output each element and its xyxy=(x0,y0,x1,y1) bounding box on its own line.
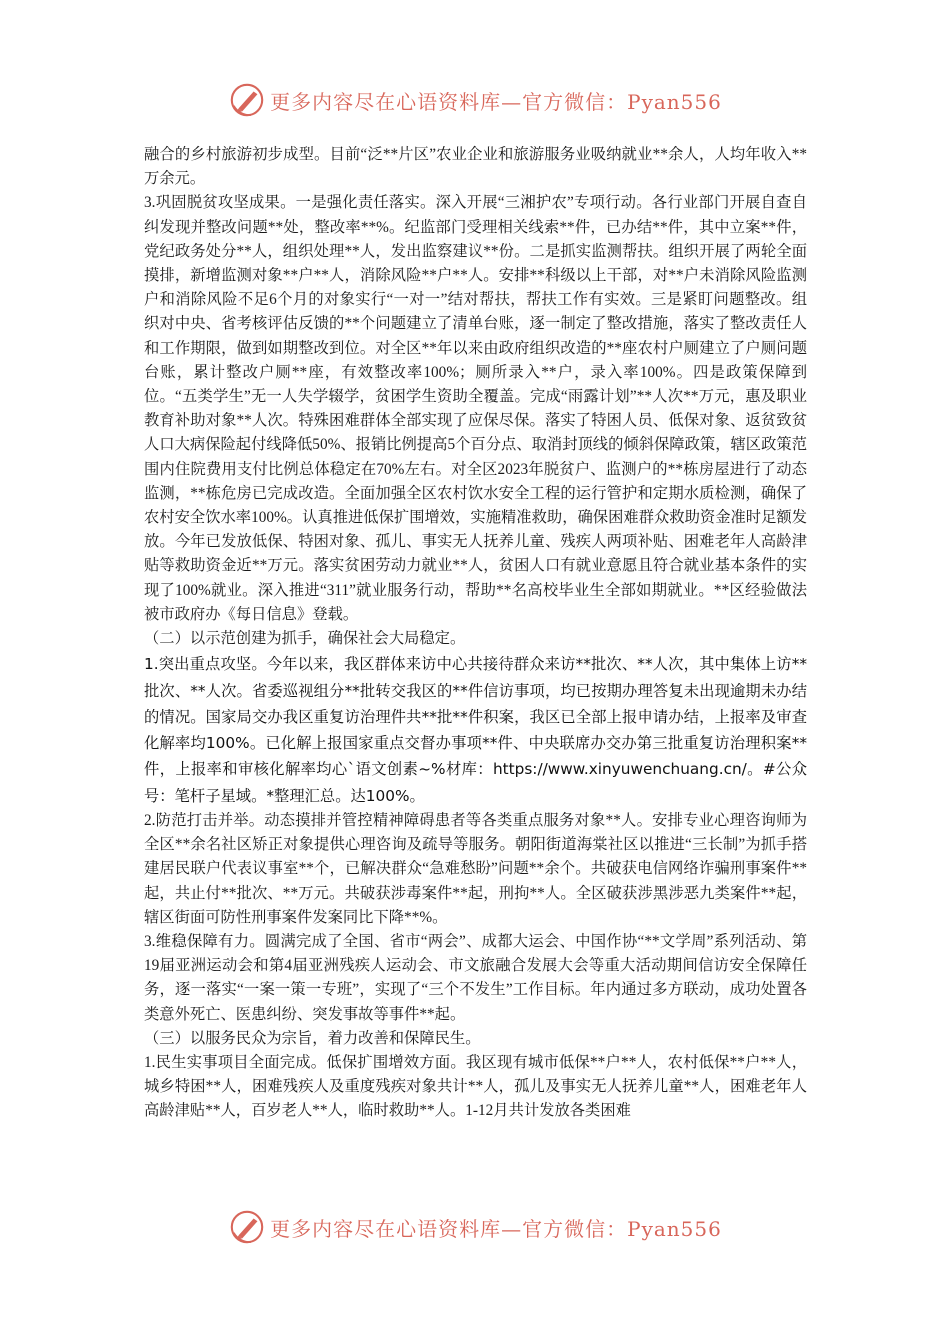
watermark-text: 更多内容尽在心语资料库—官方微信：Pyan556 xyxy=(270,89,722,114)
document-body xyxy=(144,143,807,1124)
section-heading: （三）以服务民众为宗旨，着力改善和保障民生。 xyxy=(144,1029,481,1047)
paragraph: 融合的乡村旅游初步成型。目前“泛**片区”农业企业和旅游服务业吸纳就业**余人，人均年收入**万余元。 xyxy=(144,146,807,188)
paragraph: 2.防范打击并举。动态摸排并管控精神障碍患者等各类重点服务对象**人。安排专业心理咨询师为全区**余名社区矫正对象提供心理咨询及疏导等服务。朝阳街道海棠社区以推进“三长制”为抓手搭建居民联户代表议事室**个，已解决群众“急难愁盼”问题**余个。共破获电信网络诈骗刑事案件**起，共止付**批次、**万元。共破获涉毒案件**起，刑拘**人。全区破获涉黑涉恶九类案件**起，辖区街面可防性刑事案件发案同比下降**%。 xyxy=(144,812,807,926)
paragraph: 1.突出重点攻坚。今年以来，我区群体来访中心共接待群众来访**批次、**人次，其中集体上访**批次、**人次。省委巡视组分**批转交我区的**件信访事项，均已按期办理答复未出现逾期未办结的情况。国家局交办我区重复访治理件共**批**件积案，我区已全部上报申请办结，上报率及审查化解率均100%。已化解上报国家重点交督办事项**件、中央联席办交办第三批重复访治理积案**件，上报率和审核化解率均心`语文创素~%材库：https://www.xinyuwenchuang.cn/。#公众号：笔杆子星域。*整理汇总。达100%。 xyxy=(144,655,807,805)
pen-logo-icon xyxy=(228,81,266,119)
paragraph: 3.维稳保障有力。圆满完成了全国、省市“两会”、成都大运会、中国作协“**文学周”系列活动、第19届亚洲运动会和第4届亚洲残疾人运动会、市文旅融合发展大会等重大活动期间信访安全保障任务，逐一落实“一案一策一专班”，实现了“三个不发生”工作目标。年内通过多方联动，成功处置各类意外死亡、医患纠纷、突发事故等事件**起。 xyxy=(144,933,807,1023)
watermark-text: 更多内容尽在心语资料库—官方微信：Pyan556 xyxy=(270,1216,722,1241)
paragraph: 3.巩固脱贫攻坚成果。一是强化责任落实。深入开展“三湘护农”专项行动。各行业部门开展自查自纠发现并整改问题**处，整改率**%。纪监部门受理相关线索**件，已办结**件，其中立案**件，党纪政务处分**人，组织处理**人，发出监察建议**份。二是抓实监测帮扶。组织开展了两轮全面摸排，新增监测对象**户**人，消除风险**户**人。安排**科级以上干部，对**户未消除风险监测户和消除风险不足6个月的对象实行“一对一”结对帮扶，帮扶工作有实效。三是紧盯问题整改。组织对中央、省考核评估反馈的**个问题建立了清单台账，逐一制定了整改措施，落实了整改责任人和工作期限，做到如期整改到位。对全区**年以来由政府组织改造的**座农村户厕建立了户厕问题台账，累计整改户厕**座，有效整改率100%；厕所录入**户，录入率100%。四是政策保障到位。“五类学生”无一人失学辍学，贫困学生资助全覆盖。完成“雨露计划”**人次**万元，惠及职业教育补助对象**人次。特殊困难群体全部实现了应保尽保。落实了特困人员、低保对象、返贫致贫人口大病保险起付线降低50%、报销比例提高5个百分点、取消封顶线的倾斜保障政策，辖区政策范围内住院费用支付比例总体稳定在70%左右。对全区2023年脱贫户、监测户的**栋房屋进行了动态监测，**栋危房已完成改造。全面加强全区农村饮水安全工程的运行管护和定期水质检测，确保了农村安全饮水率100%。认真推进低保扩围增效，实施精准救助，确保困难群众救助资金准时足额发放。今年已发放低保、特困对象、孤儿、事实无人抚养儿童、残疾人两项补贴、困难老年人高龄津贴等救助资金近**万元。落实贫困劳动力就业**人，贫困人口有就业意愿且符合就业基本条件的实现了100%就业。深入推进“311”就业服务行动，帮助**名高校毕业生全部如期就业。**区经验做法被市政府办《每日信息》登载。 xyxy=(144,194,807,623)
section-heading: （二）以示范创建为抓手，确保社会大局稳定。 xyxy=(144,630,466,648)
paragraph: 1.民生实事项目全面完成。低保扩围增效方面。我区现有城市低保**户**人，农村低保**户**人，城乡特困**人，困难残疾人及重度残疾对象共计**人，孤儿及事实无人抚养儿童**人，困难老年人高龄津贴**人，百岁老人**人，临时救助**人。1-12月共计发放各类困难 xyxy=(144,1054,807,1120)
watermark-banner-top xyxy=(0,80,950,120)
pen-logo-icon xyxy=(228,1208,266,1246)
watermark-banner-bottom xyxy=(0,1207,950,1247)
